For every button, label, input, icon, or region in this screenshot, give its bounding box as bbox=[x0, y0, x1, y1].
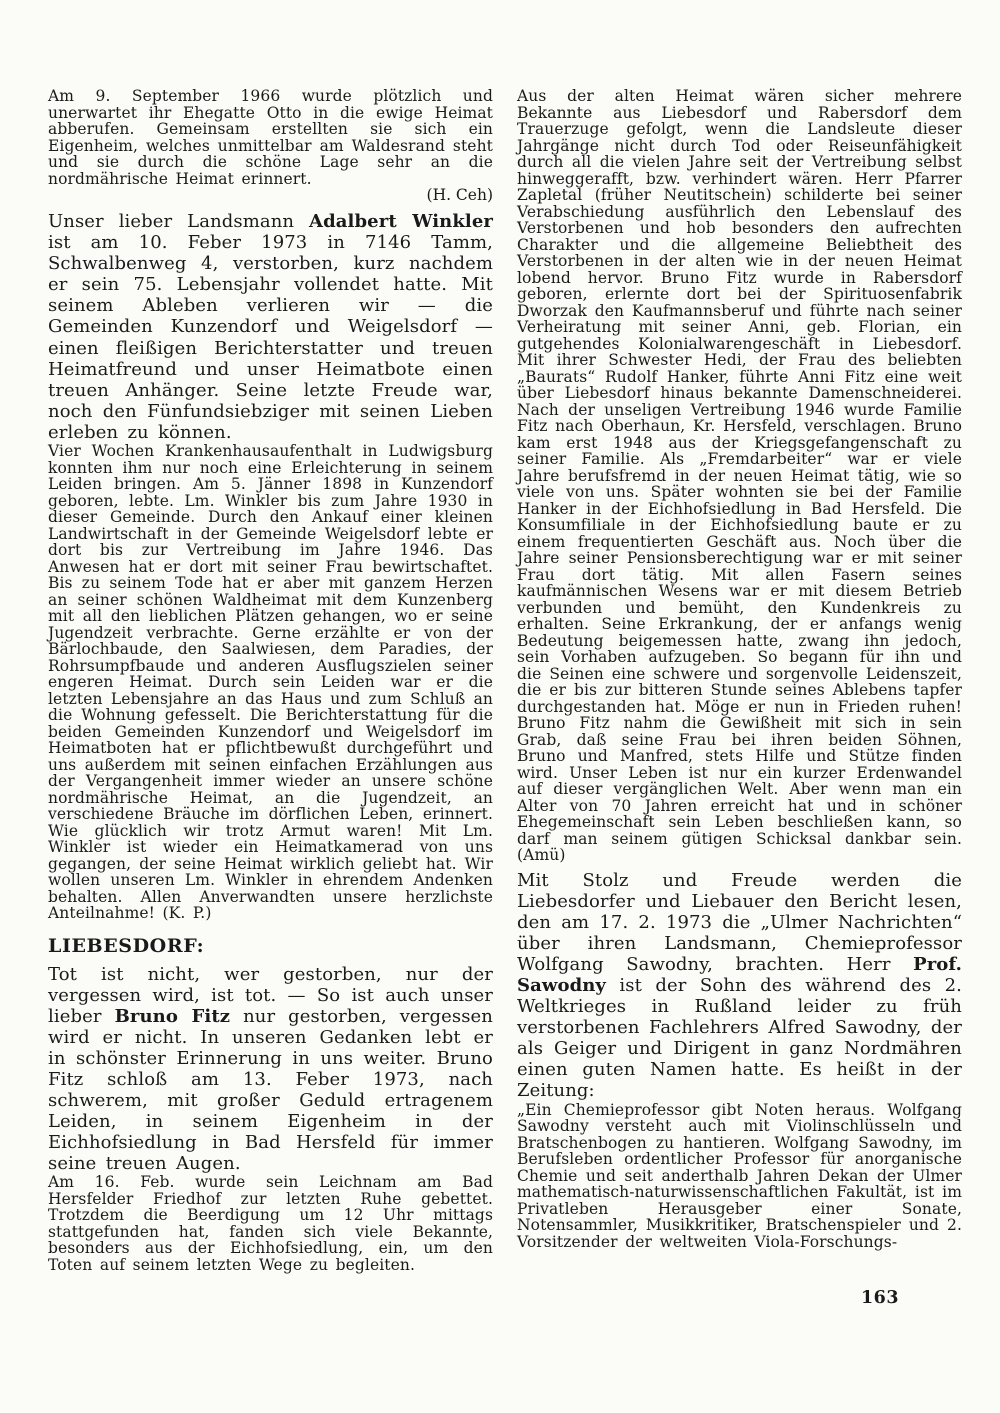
author-initials-ceh: (H. Ceh) bbox=[426, 186, 493, 204]
obituary-fitz-lead-paragraph bbox=[48, 964, 493, 1175]
bold-person-name: Adalbert Winkler bbox=[309, 211, 493, 232]
newspaper-quote-paragraph: „Ein Chemieprofessor gibt Noten heraus. Wolfgang Sawodny versteht auch mit Violinschlüsseln und Bratschenbogen zu hantieren. Wolfgang Sawodny, im Berufsleben ordentlicher Professor für anorganische Chemie und seit anderthalb Jahren Dekan der Ulmer mathematisch-naturwissenschaftlichen Fakultät, ist im Privatleben Herausgeber einer Sonate, Notensammler, Musikkritiker, Bratschenspieler und 2. Vorsitzender der weltweiten Viola-Forschungs- bbox=[517, 1100, 962, 1251]
sawodny-report-lead-paragraph bbox=[517, 870, 962, 1102]
text-run: Tot ist nicht, wer gestorben, nur der vergessen wird, ist tot. — So ist auch unser lieber bbox=[48, 963, 493, 1027]
text-run: Unser lieber Landsmann bbox=[48, 211, 310, 232]
winkler-biography-paragraph: Vier Wochen Krankenhausaufenthalt in Ludwigsburg konnten ihm nur noch eine Erleichterung in seinem Leiden bringen. Am 5. Jänner 1898 in Kunzendorf geboren, lebte. Lm. Winkler bis zum Jahre 1930 in dieser Gemeinde. Durch den Ankauf einer kleinen Landwirtschaft in der Gemeinde Weigelsdorf lebte er dort bis zur Vertreibung im Jahre 1946. Das Anwesen hat er dort mit seiner Frau bewirtschaftet. Bis zu seinem Tode hat er aber mit ganzem Herzen an seiner schönen Waldheimat mit dem Kunzenberg mit all den lieblichen Plätzen gehangen, wo er seine Jugendzeit verbrachte. Gerne erzählte er von der Bärlochbaude, den Saalwiesen, dem Paradies, der Rohrsumpfbaude und anderen Ausflugszielen seiner engeren Heimat. Durch sein Leiden war er die letzten Lebensjahre an das Haus und zum Schluß an die Wohnung gefesselt. Die Berichterstattung für die beiden Gemeinden Kunzendorf und Weigelsdorf im Heimatboten hat er pflichtbewußt durchgeführt und uns außerdem mit seinen einfachen Erzählungen aus der Vergangenheit immer wieder an unsere schöne nordmährische Heimat, an die Jugendzeit, an verschiedene Bräuche im dörflichen Leben, erinnert. Wie glücklich wir trotz Armut waren! Mit Lm. Winkler ist wieder ein Heimatkamerad von uns gegangen, der seine Heimat wirklich geliebt hat. Wir wollen unseren Lm. Winkler in ehrendem Andenken behalten. Allen Anverwandten unsere herzlichste Anteilnahme! (K. P.) bbox=[48, 442, 493, 923]
text-run: ist der Sohn des während des 2. Weltkrieges in Rußland leider zu früh verstorbenen Fachlehrers Alfred Sawodny, der als Geiger und Dirigent in ganz Nordmähren einen guten Namen hatte. Es heißt in der Zeitung: bbox=[517, 974, 962, 1102]
fitz-biography-paragraph: Aus der alten Heimat wären sicher mehrere Bekannte aus Liebesdorf und Rabersdorf dem Trauerzuge gefolgt, wenn die Landsleute dieser Jahrgänge nicht durch Tod oder Reiseunfähigkeit durch all die vielen Jahre seit der Vertreibung selbst hinweggerafft, bzw. verhindert wären. Herr Pfarrer Zapletal (früher Neutitschein) schilderte bei seiner Verabschiedung ausführlich den Lebenslauf des Verstorbenen und hob besonders den aufrechten Charakter und die allgemeine Beliebtheit des Verstorbenen in der alten wie in der neuen Heimat lobend hervor. Bruno Fitz wurde in Rabersdorf geboren, erlernte dort bei der Spirituosenfabrik Dworzak den Kaufmannsberuf und führte nach seiner Verheiratung mit seiner Anni, geb. Florian, ein gutgehendes Kolonialwarengeschäft in Liebesdorf. Mit ihrer Schwester Hedi, der Frau des beliebten „Baurats“ Rudolf Hanker, führte Anni Fitz eine weit über Liebesdorf hinaus bekannte Damenschneiderei. Nach der unseligen Vertreibung 1946 wurde Familie Fitz nach Oberhaun, Kr. Hersfeld, verschlagen. Bruno kam erst 1948 aus der Kriegsgefangenschaft zu seiner Familie. Als „Fremdarbeiter“ war er viele Jahre berufsfremd in der neuen Heimat tätig, wie so viele von uns. Später wohnten sie bei der Familie Hanker in der Eichhofsiedlung in Bad Hersfeld. Die Konsumfiliale in der Eichhofsiedlung baute er zu einem frequentierten Geschäft aus. Noch über die Jahre seiner Pensionsberechtigung war er mit seiner Frau dort tätig. Mit allen Fasern seines kaufmännischen Wesens war er mit diesem Betrieb verbunden und bemüht, den Kundenkreis zu erhalten. Seine Erkrankung, der er anfangs wenig Bedeutung beigemessen hatte, zwang ihn jedoch, sein Vorhaben aufzugeben. So begann für ihn und die Seinen eine schwere und sorgenvolle Leidenszeit, die er bis zur bitteren Stunde seines Ablebens tapfer durchgestanden hat. Möge er nun in Frieden ruhen! Bruno Fitz nahm die Gewißheit mit sich in sein Grab, daß seine Frau bei ihren beiden Söhnen, Bruno und Manfred, stets Hilfe und Stütze finden wird. Unser Leben ist nur ein kurzer Erdenwandel auf dieser vergänglichen Welt. Aber wenn man ein Alter von 70 Jahren erreicht hat und in schöner Ehegemeinschaft sein Leben beschließen kann, so darf man seinem gütigen Schicksal dankbar sein. (Amü) bbox=[517, 87, 962, 864]
text-columns bbox=[48, 88, 962, 1273]
fitz-funeral-paragraph: Am 16. Feb. wurde sein Leichnam am Bad Hersfelder Friedhof zur letzten Ruhe gebettet. Trotzdem die Beerdigung um 12 Uhr mittags stattgefunden hat, fanden sich viele Bekannte, besonders aus der Eichhofsiedlung, ein, um den Toten auf seinem letzten Wege zu begleiten. bbox=[48, 1173, 493, 1274]
bold-person-name: Prof. Sawodny bbox=[517, 953, 962, 996]
right-column bbox=[517, 88, 962, 1273]
obituary-winkler-lead-paragraph bbox=[48, 211, 493, 443]
text-run: nur gestorben, vergessen wird er nicht. In unseren Gedanken lebt er in schönster Erinnerung in uns weiter. Bruno Fitz schloß am 13. Feber 1973, nach schwerem, mit großer Geduld ertragenem Leiden, in seinem Eigenheim in der Eichhofsiedlung in Bad Hersfeld für immer seine treuen Augen. bbox=[48, 1005, 493, 1175]
text-run: ist am 10. Feber 1973 in 7146 Tamm, Schwalbenweg 4, verstorben, kurz nachdem er sein 75. Lebensjahr vollendet hatte. Mit seinem Ableben verlieren wir — die Gemeinden Kunzendorf und Weigelsdorf — einen fleißigen Berichterstatter und treuen Heimatfreund und unser Heimatbote einen treuen Anhänger. Seine letzte Freude war, noch den Fünfundsiebziger mit seinen Lieben erleben zu können. bbox=[48, 232, 493, 443]
text-run: Mit Stolz und Freude werden die Liebesdorfer und Liebauer den Bericht lesen, den am 17. 2. 1973 die „Ulmer Nachrichten“ über ihren Landsmann, Chemieprofessor Wolfgang Sawodny, brachten. Herr bbox=[517, 869, 962, 975]
bold-person-name: Bruno Fitz bbox=[114, 1005, 231, 1027]
page-number: 163 bbox=[860, 1288, 900, 1308]
section-heading-liebesdorf: LIEBESDORF: bbox=[48, 934, 205, 957]
left-column bbox=[48, 88, 493, 1273]
obituary-ceh-closing-paragraph: Am 9. September 1966 wurde plötzlich und unerwartet ihr Ehegatte Otto in die ewige Heimat abberufen. Gemeinsam erstellten sie sich ein Eigenheim, welches unmittelbar am Waldesrand steht und sie durch die schöne Lage sehr an die nordmährische Heimat erinnert. bbox=[48, 87, 493, 188]
